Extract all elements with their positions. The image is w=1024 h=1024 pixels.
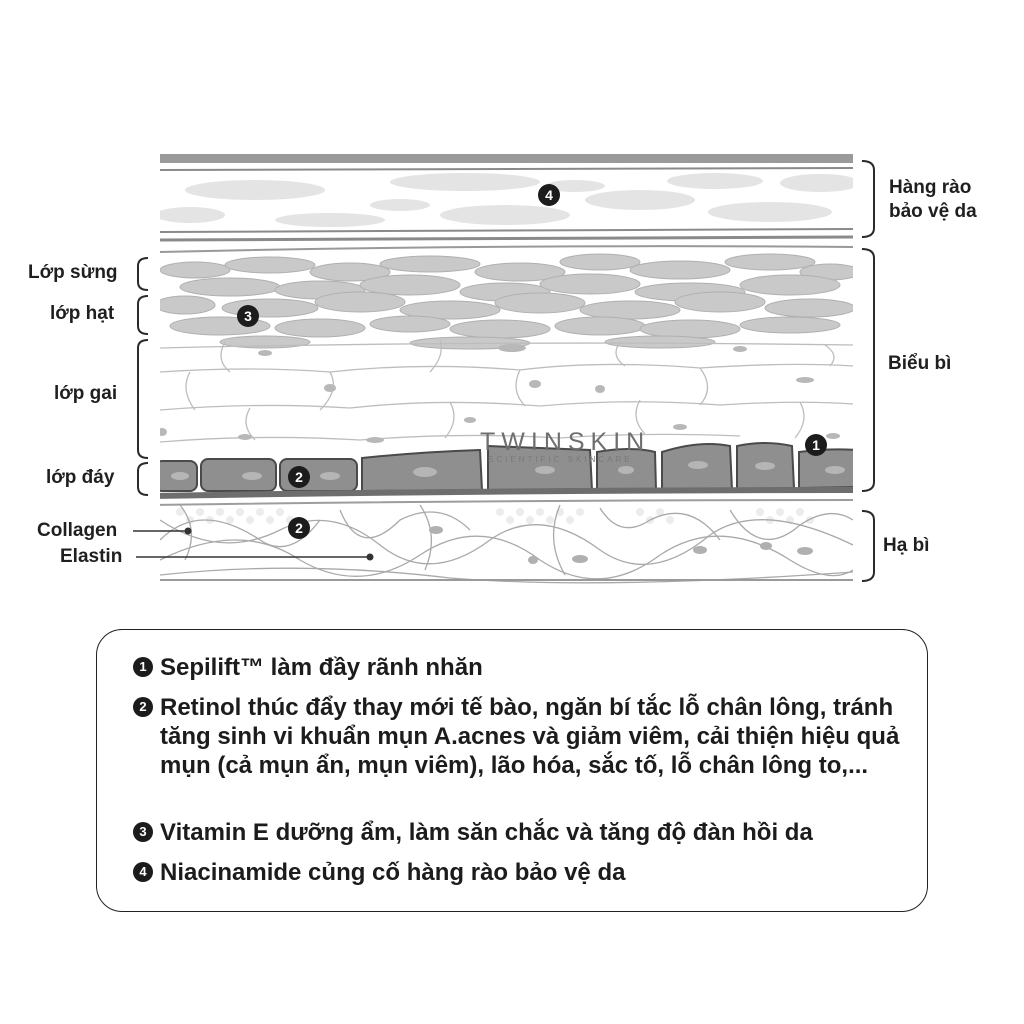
label-epidermis: Biểu bì — [888, 353, 952, 374]
label-barrier-line2: bảo vệ da — [889, 201, 977, 222]
legend-item-1 — [133, 653, 903, 682]
watermark-tagline: SCIENTIFIC SKINCARE — [488, 455, 633, 464]
right-brackets — [862, 161, 874, 581]
watermark-brand: TWINSKIN — [480, 428, 651, 456]
legend-badge-3: 3 — [133, 822, 153, 842]
legend-item-2 — [133, 693, 903, 780]
label-spinous-layer: lớp gai — [54, 383, 118, 404]
left-brackets — [138, 258, 148, 495]
marker-3 — [237, 305, 259, 327]
marker-1 — [805, 434, 827, 456]
horny-granular-layer — [155, 246, 860, 349]
legend-text-2: Retinol thúc đẩy thay mới tế bào, ngăn bí tắc lỗ chân lông, tránh tăng sinh vi khuẩn mụn A.acnes và giảm viêm, cải thiện hiệu quả mụn (cả mụn ẩn, mụn viêm), lão hóa, sắc tố, lỗ chân lông to,... — [160, 694, 900, 779]
collagen-pointer — [133, 528, 192, 535]
legend-text-1: Sepilift™ làm đầy rãnh nhăn — [160, 654, 483, 681]
label-basal-layer: lớp đáy — [46, 467, 115, 488]
legend-badge-4: 4 — [133, 862, 153, 882]
marker-4 — [538, 184, 560, 206]
legend-item-3 — [133, 818, 903, 847]
marker-2-basal — [288, 466, 310, 488]
svg-text:2: 2 — [295, 520, 303, 536]
svg-text:2: 2 — [295, 469, 303, 485]
label-elastin: Elastin — [60, 546, 123, 567]
legend-text-4: Niacinamide củng cố hàng rào bảo vệ da — [160, 859, 626, 886]
legend-item-4 — [133, 858, 903, 887]
label-collagen: Collagen — [37, 520, 118, 541]
svg-text:3: 3 — [244, 308, 252, 324]
label-horny-layer: Lớp sừng — [28, 262, 118, 283]
label-granular-layer: lớp hạt — [50, 303, 115, 324]
legend-badge-2: 2 — [133, 697, 153, 717]
svg-text:4: 4 — [545, 187, 553, 203]
dermis-layer — [160, 505, 853, 583]
marker-2-dermis — [288, 517, 310, 539]
label-barrier — [889, 176, 977, 224]
legend-box — [96, 629, 928, 912]
legend-text-3: Vitamin E dưỡng ẩm, làm săn chắc và tăng độ đàn hồi da — [160, 819, 813, 846]
legend-badge-1: 1 — [133, 657, 153, 677]
svg-text:1: 1 — [812, 437, 820, 453]
barrier-layer — [155, 154, 860, 240]
label-dermis: Hạ bì — [883, 535, 930, 556]
label-barrier-line1: Hàng rào — [889, 177, 972, 198]
